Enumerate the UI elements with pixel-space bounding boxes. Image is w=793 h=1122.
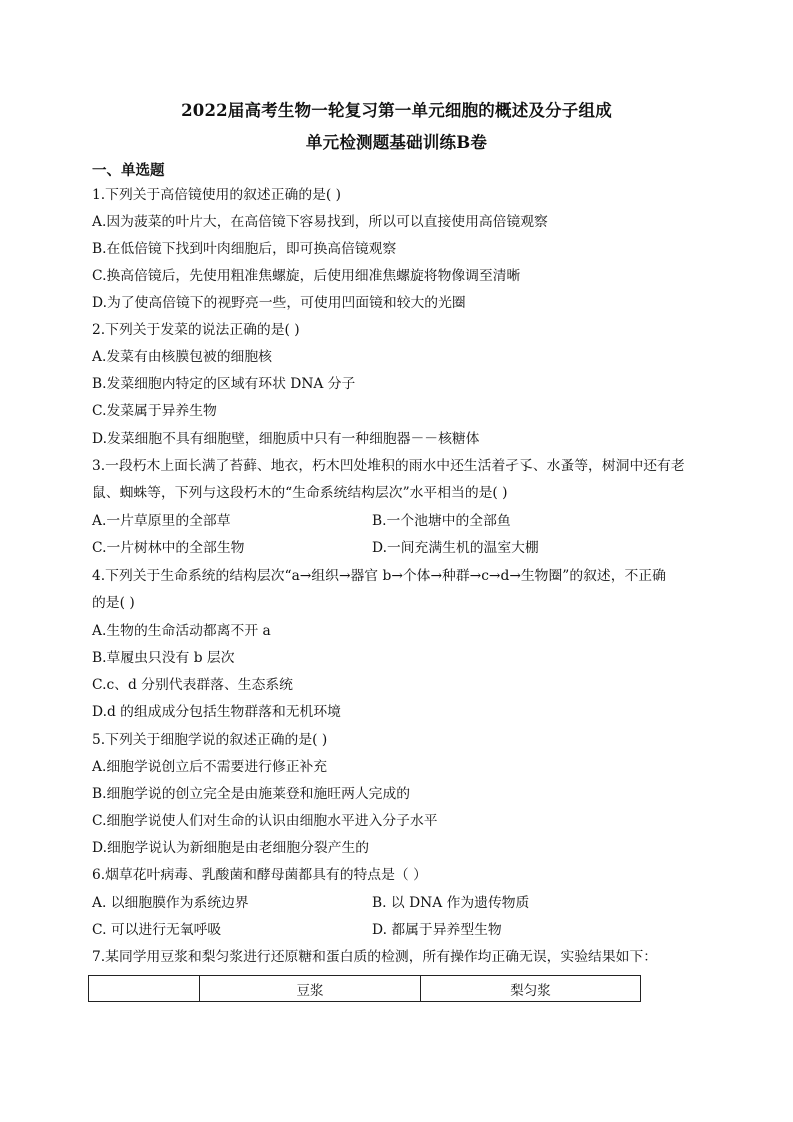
question-6-stem: 6.烟草花叶病毒、乳酸菌和酵母菌都具有的特点是（ ）: [92, 867, 427, 883]
question-4-option-a: A.生物的生命活动都离不开 a: [92, 623, 271, 639]
question-1-option-d: D.为了使高倍镜下的视野亮一些，可使用凹面镜和较大的光圈: [92, 295, 466, 311]
question-3-stem-line1: 3.一段朽木上面长满了苔藓、地衣，朽木凹处堆积的雨水中还生活着孑孓、水蚤等，树洞中还有老: [92, 458, 685, 474]
document-subtitle: 单元检测题基础训练B卷: [305, 133, 488, 152]
question-3-option-d: D.一间充满生机的温室大棚: [372, 540, 539, 556]
question-5-option-b: B.细胞学说的创立完全是由施莱登和施旺两人完成的: [92, 786, 411, 802]
results-table: [88, 975, 641, 1002]
question-3-option-c: C.一片树林中的全部生物: [92, 540, 245, 556]
question-4-stem-line1: 4.下列关于生命系统的结构层次“a→组织→器官 b→个体→种群→c→d→生物圈”的叙述，不正确: [92, 568, 666, 584]
question-1-stem: 1.下列关于高倍镜使用的叙述正确的是( ): [92, 187, 342, 203]
question-3-option-b: B.一个池塘中的全部鱼: [372, 513, 511, 529]
question-1-option-b: B.在低倍镜下找到叶肉细胞后，即可换高倍镜观察: [92, 241, 397, 257]
question-3-stem-line2: 鼠、蜘蛛等，下列与这段朽木的“生命系统结构层次”水平相当的是( ): [92, 485, 508, 501]
question-4-option-d: D.d 的组成成分包括生物群落和无机环境: [92, 704, 341, 720]
table-header-cell: 豆浆: [200, 976, 421, 1002]
question-2-option-c: C.发菜属于异养生物: [92, 403, 217, 419]
question-5-option-a: A.细胞学说创立后不需要进行修正补充: [92, 759, 328, 775]
question-6-option-c: C. 可以进行无氧呼吸: [92, 922, 222, 938]
question-1-option-a: A.因为菠菜的叶片大，在高倍镜下容易找到，所以可以直接使用高倍镜观察: [92, 214, 548, 230]
table-header-cell: 梨匀浆: [421, 976, 641, 1002]
question-2-stem: 2.下列关于发菜的说法正确的是( ): [92, 322, 300, 338]
question-2-option-b: B.发菜细胞内特定的区域有环状 DNA 分子: [92, 376, 356, 392]
question-5-stem: 5.下列关于细胞学说的叙述正确的是( ): [92, 732, 328, 748]
question-2-option-d: D.发菜细胞不具有细胞壁，细胞质中只有一种细胞器－－核糖体: [92, 431, 480, 447]
table-header-row: [89, 976, 641, 1002]
question-5-option-c: C.细胞学说使人们对生命的认识由细胞水平进入分子水平: [92, 813, 438, 829]
question-2-option-a: A.发菜有由核膜包被的细胞核: [92, 349, 272, 365]
question-4-option-b: B.草履虫只没有 b 层次: [92, 650, 235, 666]
section-heading: 一、单选题: [92, 162, 165, 179]
question-4-option-c: C.c、d 分别代表群落、生态系统: [92, 677, 293, 693]
question-4-stem-line2: 的是( ): [92, 595, 135, 611]
document-title: 2022届高考生物一轮复习第一单元细胞的概述及分子组成: [181, 101, 612, 120]
question-6-option-d: D. 都属于异养型生物: [372, 922, 502, 938]
question-3-option-a: A.一片草原里的全部草: [92, 513, 231, 529]
question-7-stem: 7.某同学用豆浆和梨匀浆进行还原糖和蛋白质的检测，所有操作均正确无误，实验结果如下：: [92, 949, 658, 965]
question-6-option-a: A. 以细胞膜作为系统边界: [92, 895, 249, 911]
question-1-option-c: C.换高倍镜后，先使用粗准焦螺旋，后使用细准焦螺旋将物像调至清晰: [92, 268, 521, 284]
question-6-option-b: B. 以 DNA 作为遗传物质: [372, 895, 530, 911]
table-header-cell: [89, 976, 200, 1002]
question-5-option-d: D.细胞学说认为新细胞是由老细胞分裂产生的: [92, 840, 370, 856]
